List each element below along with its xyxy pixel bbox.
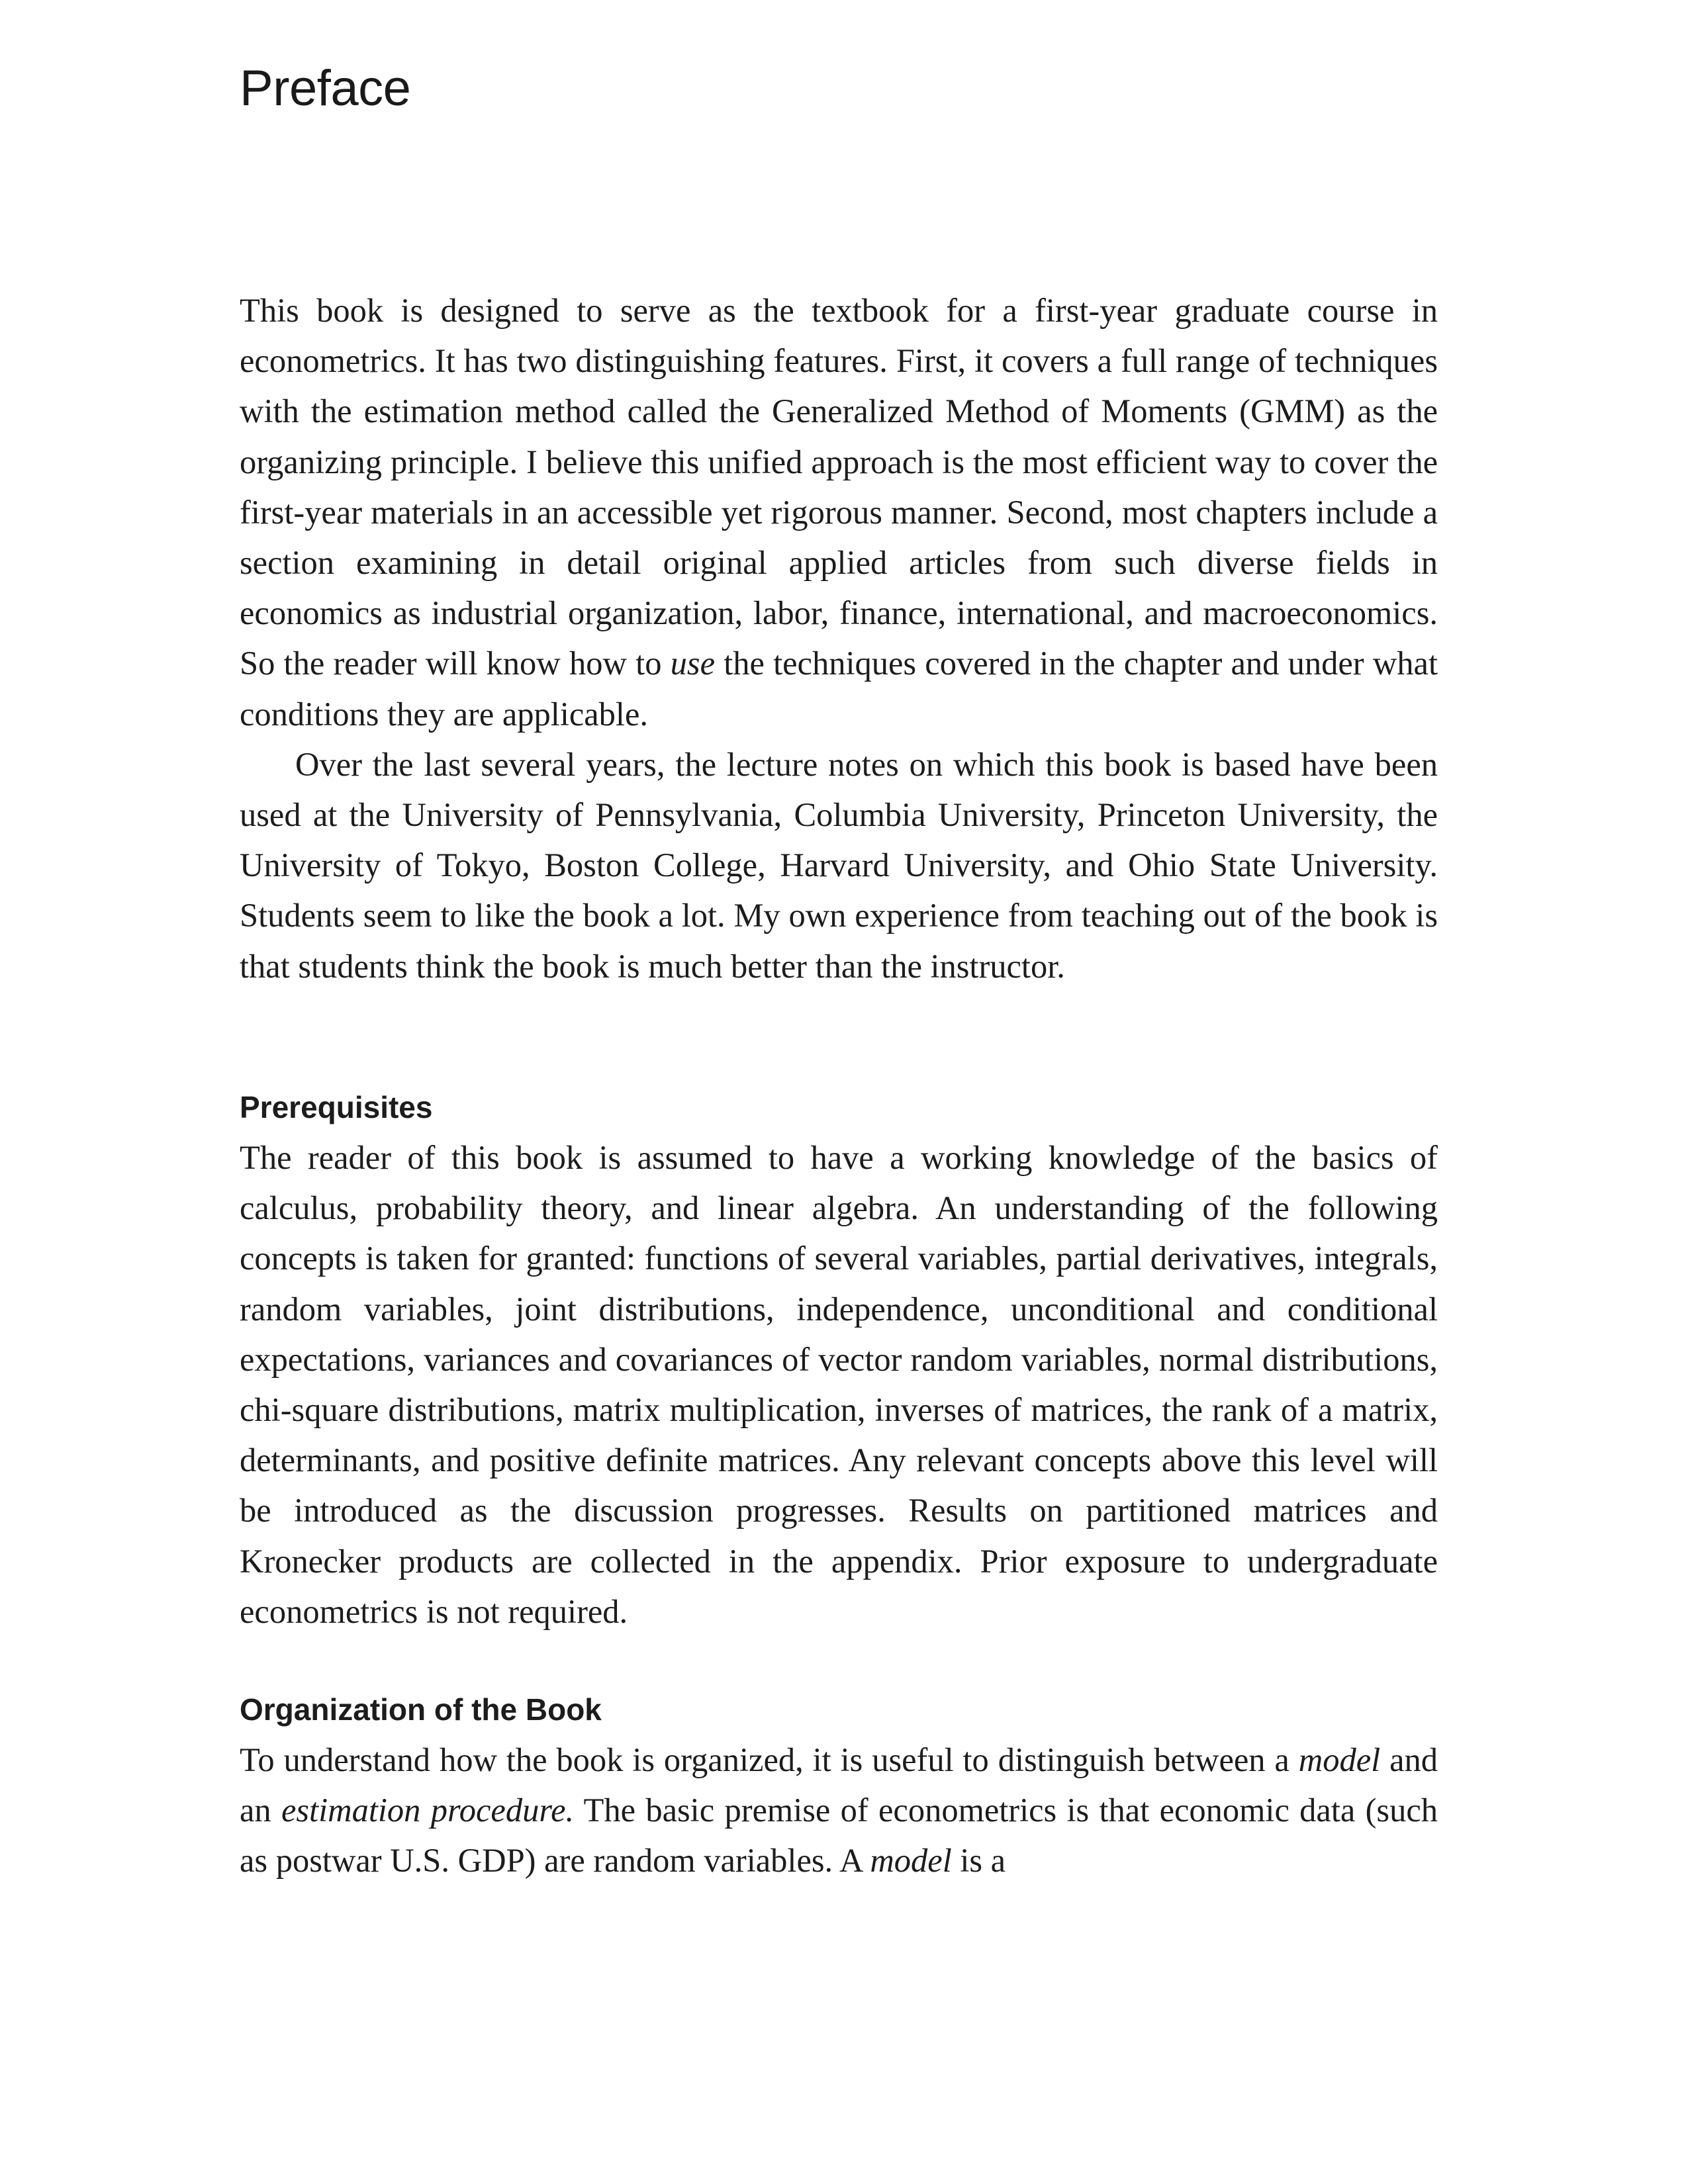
- paragraph-1-text: This book is designed to serve as the textbook for a first-year graduate course in econometrics. It has two distinguishing features. First, it covers a full range of techniques with the estimation method called the Generalized Method of Moments (GMM) as the organizing principle. I believe this unified approach is the most efficient way to cover the first-year materials in an accessible yet rigorous manner. Second, most chapters include a section examining in detail original applied articles from such diverse fields in economics as industrial organization, labor, finance, international, and macroeconomics. So the reader will know how to: [240, 292, 1438, 682]
- prerequisites-section: [240, 1132, 1438, 1637]
- preface-intro: [240, 285, 1438, 991]
- paragraph-2: Over the last several years, the lecture notes on which this book is based have been used at the University of Pennsylvania, Columbia University, Princeton University, the University of Tokyo, Boston College, Harvard University, and Ohio State University. Students seem to like the book a lot. My own experience from teaching out of the book is that students think the book is much better than the instructor.: [240, 745, 1438, 985]
- paragraph-1-end: the techniques covered in the chapter and under what conditions they are applicable.: [240, 645, 1438, 733]
- organization-text-4: is a: [951, 1842, 1006, 1880]
- emphasis-model: model: [1298, 1741, 1381, 1778]
- organization-section: [240, 1735, 1438, 1886]
- emphasis-use: use: [670, 645, 715, 682]
- section-heading-prerequisites: Prerequisites: [240, 1090, 433, 1124]
- organization-text-2: and an: [240, 1741, 1438, 1829]
- prerequisites-paragraph: The reader of this book is assumed to have a working knowledge of the basics of calculus, probability theory, and linear algebra. An understanding of the following concepts is taken for granted: functions of several variables, partial derivatives, integrals, random variables, joint distributions, independence, unconditional and conditional expectations, variances and covariances of vector random variables, normal distributions, chi-square distributions, matrix multiplication, inverses of matrices, the rank of a matrix, determinants, and positive definite matrices. Any relevant concepts above this level will be introduced as the discussion progresses. Results on partitioned matrices and Kronecker products are collected in the appendix. Prior exposure to undergraduate econometrics is not required.: [240, 1139, 1438, 1630]
- organization-text-1: To understand how the book is organized, it is useful to distinguish between a: [240, 1741, 1299, 1778]
- organization-paragraph: [240, 1735, 1438, 1886]
- organization-text-3: The basic premise of econometrics is that economic data (such as postwar U.S. GDP) are random variables. A: [240, 1792, 1438, 1880]
- emphasis-model-2: model: [870, 1842, 952, 1880]
- paragraph-1: [240, 285, 1438, 739]
- section-heading-organization: Organization of the Book: [240, 1692, 602, 1727]
- emphasis-estimation-procedure: estimation procedure.: [281, 1792, 575, 1829]
- chapter-title: Preface: [240, 60, 411, 116]
